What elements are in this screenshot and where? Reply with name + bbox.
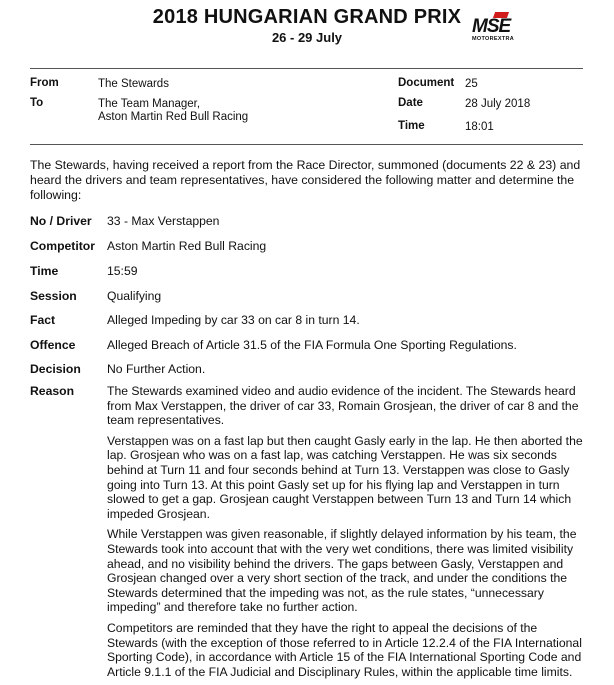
event-dates: 26 - 29 July <box>271 30 343 45</box>
date-label: Date <box>398 97 423 109</box>
reason-paragraph-1: The Stewards examined video and audio evidence of the incident. The Stewards heard from Max Verstappen, the driver of car 33, Romain Grosjean, the driver of car 8 and the team representatives. <box>107 384 579 428</box>
header-divider-top <box>30 68 583 69</box>
time-value: 18:01 <box>465 121 494 133</box>
to-line-2: Aston Martin Red Bull Racing <box>98 111 249 123</box>
logo-tagline: MOTOREXTRA <box>472 36 515 42</box>
to-label: To <box>30 97 44 109</box>
offence-label: Offence <box>30 338 76 352</box>
reason-paragraph-3: While Verstappen was given reasonable, if slightly delayed information by his team, the Stewards took into account that with the very wet conditions, there was limited visibility ahead, and no visibility behind the drivers. The gaps between Gasly, Verstappen and Grosjean changed over a very short section of the track, and under the conditions the Stewards determined that the impeding was not, as the rule states, “unnecessary impeding” and therefore take no further action. <box>107 527 577 615</box>
time-field-label: Time <box>30 264 59 278</box>
time-label: Time <box>398 120 425 132</box>
reason-label: Reason <box>30 384 75 398</box>
reason-paragraph-4: Competitors are reminded that they have the right to appeal the decisions of the Stewards (with the exception of those referred to in Article 12.2.4 of the FIA International Sporting Code), in accordance with Article 15 of the FIA International Sporting Code and Article 9.1.1 of the FIA Judicial and Disciplinary Rules, within the applicable time limits. <box>107 620 582 679</box>
decision-label: Decision <box>30 362 81 376</box>
competitor-value: Aston Martin Red Bull Racing <box>107 239 267 253</box>
to-line-1: The Team Manager, <box>98 98 201 110</box>
logo-mark: MSE <box>472 16 511 37</box>
driver-value: 33 - Max Verstappen <box>107 214 220 228</box>
reason-body <box>107 384 587 685</box>
date-value: 28 July 2018 <box>465 98 531 110</box>
session-label: Session <box>30 289 77 303</box>
intro-paragraph: The Stewards, having received a report from the Race Director, summoned (documents 22 & 23) and heard the drivers and team representatives, have considered the following matter and determine the following: <box>30 158 581 202</box>
offence-value: Alleged Breach of Article 31.5 of the FIA Formula One Sporting Regulations. <box>107 338 517 352</box>
document-number: 25 <box>465 78 478 90</box>
fact-value: Alleged Impeding by car 33 on car 8 in turn 14. <box>107 313 360 327</box>
competitor-label: Competitor <box>30 239 95 253</box>
header-divider-bottom <box>30 144 583 145</box>
mse-logo <box>468 12 520 46</box>
fact-label: Fact <box>30 313 56 327</box>
document-title: 2018 HUNGARIAN GRAND PRIX <box>152 6 462 28</box>
decision-value: No Further Action. <box>107 362 206 376</box>
document-label: Document <box>398 77 455 89</box>
session-value: Qualifying <box>107 289 162 303</box>
from-label: From <box>30 77 59 89</box>
time-field-value: 15:59 <box>107 264 138 278</box>
reason-paragraph-2: Verstappen was on a fast lap but then caught Gasly early in the lap. He then aborted the lap. Grosjean who was on a fast lap, was catching Verstappen. He was six seconds behind at Turn 11 and four seconds behind at Turn 13. Verstappen was close to Gasly going into Turn 13. At this point Gasly set up for his flying lap and Verstappen in turn slowed to get a gap. Grosjean caught Verstappen between Turn 13 and Turn 14 which impeded Grosjean. <box>107 433 583 521</box>
driver-label: No / Driver <box>30 214 92 228</box>
from-value: The Stewards <box>98 78 169 90</box>
